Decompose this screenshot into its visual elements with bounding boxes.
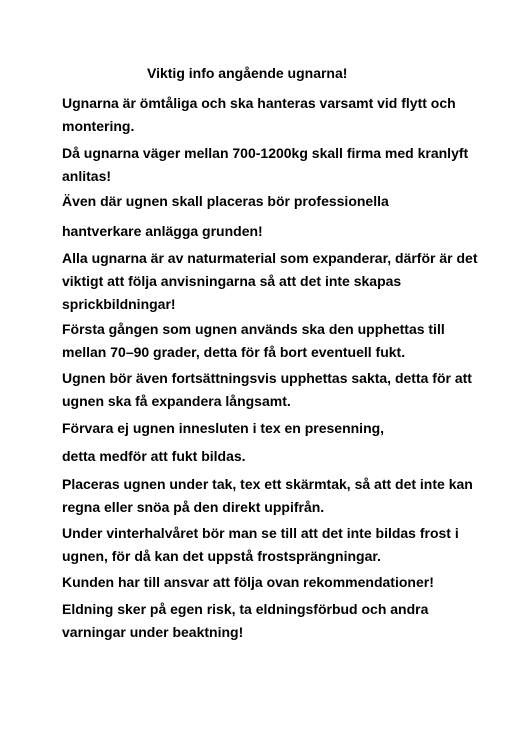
paragraph-fire-risk: Eldning sker på egen risk, ta eldningsförbud och andra varningar under beaktning! [62,601,429,640]
paragraph-winter: Under vinterhalvåret bör man se till att det inte bildas frost i ugnen, för då kan det uppstå frostsprängningar. [62,525,459,564]
paragraph-first-heating: Första gången som ugnen används ska den upphettas till mellan 70–90 grader, detta för få bort eventuell fukt. [62,321,445,360]
paragraph-foundation: hantverkare anlägga grunden! [62,223,263,239]
paragraph-storage: Förvara ej ugnen innesluten i tex en presenning, [62,420,385,436]
paragraph-customer-responsibility: Kunden har till ansvar att följa ovan rekommendationer! [62,574,434,590]
paragraph-placement: Även där ugnen skall placeras bör professionella [62,193,389,209]
document-title: Viktig info angående ugnarna! [147,65,348,81]
paragraph-crane-lift: Då ugnarna väger mellan 700-1200kg skall firma med kranlyft anlitas! [62,145,469,184]
paragraph-handling: Ugnarna är ömtåliga och ska hanteras varsamt vid flytt och montering. [62,95,456,134]
paragraph-moisture: detta medför att fukt bildas. [62,448,246,464]
paragraph-natural-material: Alla ugnarna är av naturmaterial som expanderar, därför är det viktigt att följa anvisningarna så att det inte skapas sprickbildningar! [62,250,478,312]
paragraph-slow-heating: Ugnen bör även fortsättningsvis upphettas sakta, detta för att ugnen ska få expandera långsamt. [62,370,472,409]
paragraph-roof: Placeras ugnen under tak, tex ett skärmtak, så att det inte kan regna eller snöa på den direkt uppifrån. [62,476,473,515]
